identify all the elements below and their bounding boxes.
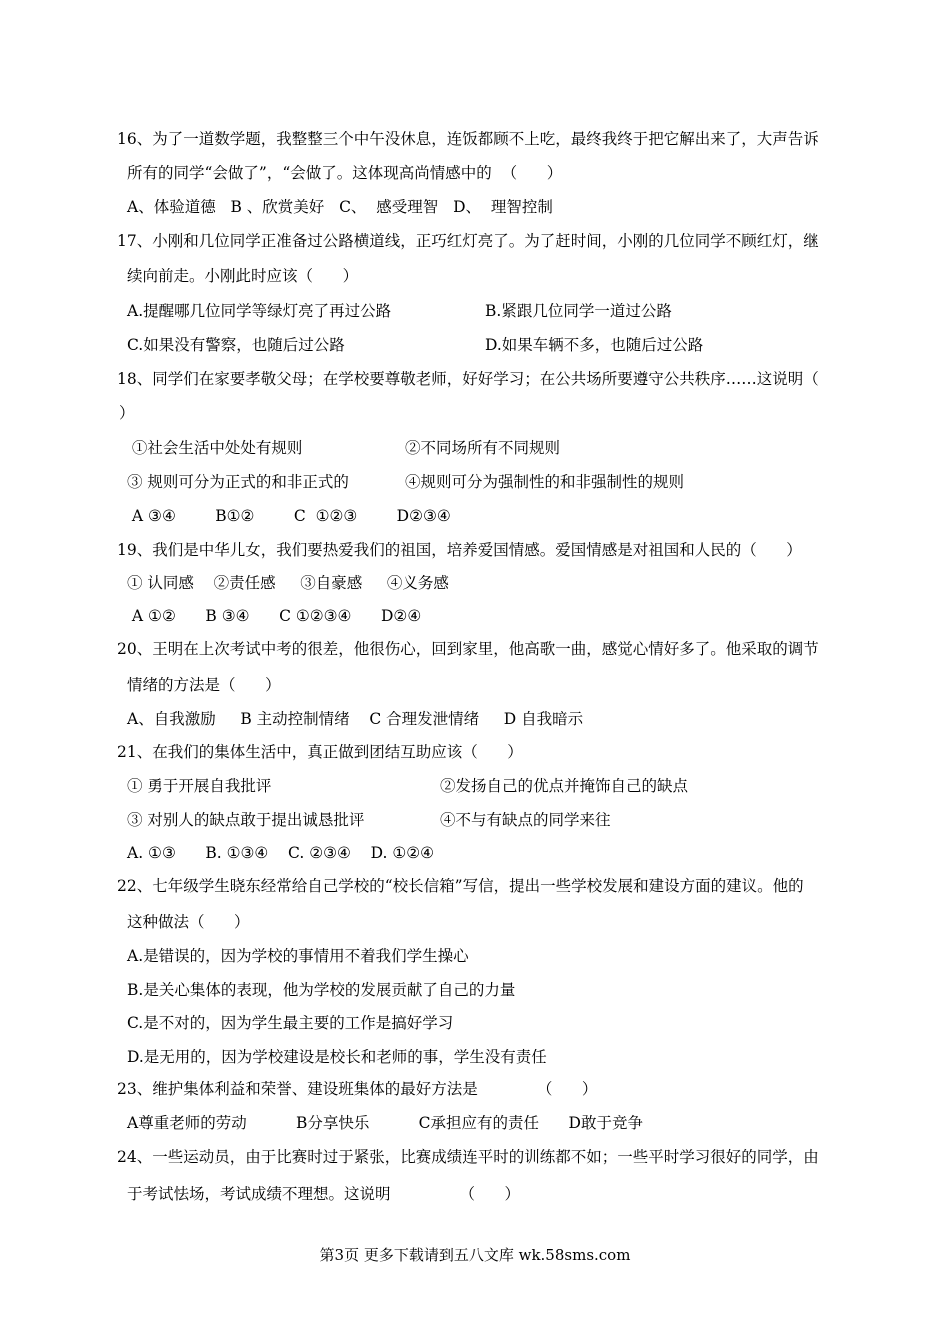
q23-stem-line-1: 23、维护集体利益和荣誉、建设班集体的最好方法是 （ ） <box>117 1080 598 1098</box>
q20-stem-line-2: 情绪的方法是（ ） <box>127 676 281 694</box>
q17-option-b: B.紧跟几位同学一道过公路 <box>485 302 672 320</box>
q17-stem-line-1: 17、小刚和几位同学正准备过公路横道线，正巧红灯亮了。为了赶时间，小刚的几位同学不顾红灯，继 <box>117 232 819 250</box>
q21-statement-2: ②发扬自己的优点并掩饰自己的缺点 <box>440 777 689 795</box>
q19-options: A ①② B ③④ C ①②③④ D②④ <box>127 607 422 625</box>
q21-statement-4: ④不与有缺点的同学来往 <box>440 811 611 829</box>
q21-options: A. ①③ B. ①③④ C. ②③④ D. ①②④ <box>127 844 435 862</box>
q24-stem-line-1: 24、一些运动员，由于比赛时过于紧张，比赛成绩连平时的训练都不如；一些平时学习很好的同学，由 <box>117 1148 819 1166</box>
q22-stem-line-1: 22、七年级学生晓东经常给自己学校的“校长信箱”写信，提出一些学校发展和建设方面的建议。他的 <box>117 877 804 895</box>
q21-statement-1: ① 勇于开展自我批评 <box>127 777 272 795</box>
q18-stem-line-2: ） <box>119 404 135 422</box>
q16-options: A、体验道德 B 、欣赏美好 C、 感受理智 D、 理智控制 <box>127 198 553 216</box>
q21-statement-3: ③ 对别人的缺点敢于提出诚恳批评 <box>127 811 365 829</box>
q18-stem-line-1: 18、同学们在家要孝敬父母；在学校要尊敬老师，好好学习；在公共场所要遵守公共秩序……这说明（ <box>117 370 819 388</box>
q18-statement-1: ①社会生活中处处有规则 <box>127 439 303 457</box>
q18-options: A ③④ B①② C ①②③ D②③④ <box>127 507 451 525</box>
q20-options: A、自我激励 B 主动控制情绪 C 合理发泄情绪 D 自我暗示 <box>127 710 584 728</box>
q22-stem-line-2: 这种做法（ ） <box>127 913 250 931</box>
q17-option-c: C.如果没有警察，也随后过公路 <box>127 336 345 354</box>
q16-stem-line-1: 16、为了一道数学题，我整整三个中午没休息，连饭都顾不上吃，最终我终于把它解出来了，大声告诉 <box>117 130 819 148</box>
q22-option-a: A.是错误的，因为学校的事情用不着我们学生操心 <box>127 947 469 965</box>
page-footer: 第3页 更多下载请到五八文库 wk.58sms.com <box>319 1246 631 1264</box>
q18-statement-3: ③ 规则可分为正式的和非正式的 <box>127 473 349 491</box>
q23-options: A尊重老师的劳动 B分享快乐 C承担应有的责任 D敢于竞争 <box>127 1114 643 1132</box>
q19-statements: ① 认同感 ②责任感 ③自豪感 ④义务感 <box>127 574 449 592</box>
q22-option-b: B.是关心集体的表现，他为学校的发展贡献了自己的力量 <box>127 981 516 999</box>
q17-option-a: A.提醒哪几位同学等绿灯亮了再过公路 <box>127 302 392 320</box>
q22-option-d: D.是无用的，因为学校建设是校长和老师的事，学生没有责任 <box>127 1048 547 1066</box>
q18-statement-4: ④规则可分为强制性的和非强制性的规则 <box>405 473 685 491</box>
q22-option-c: C.是不对的，因为学生最主要的工作是搞好学习 <box>127 1014 454 1032</box>
q17-stem-line-2: 续向前走。小刚此时应该（ ） <box>127 267 359 285</box>
q24-stem-line-2: 于考试怯场，考试成绩不理想。这说明 （ ） <box>127 1185 521 1203</box>
q20-stem-line-1: 20、王明在上次考试中考的很差，他很伤心，回到家里，他高歌一曲，感觉心情好多了。他采取的调节 <box>117 640 819 658</box>
q17-option-d: D.如果车辆不多，也随后过公路 <box>485 336 704 354</box>
q19-stem-line-1: 19、我们是中华儿女，我们要热爱我们的祖国，培养爱国情感。爱国情感是对祖国和人民的（ ） <box>117 541 802 559</box>
q21-stem-line-1: 21、在我们的集体生活中，真正做到团结互助应该（ ） <box>117 743 523 761</box>
q18-statement-2: ②不同场所有不同规则 <box>405 439 561 457</box>
q16-stem-line-2: 所有的同学“会做了”，“会做了。这体现高尚情感中的 （ ） <box>127 164 563 182</box>
